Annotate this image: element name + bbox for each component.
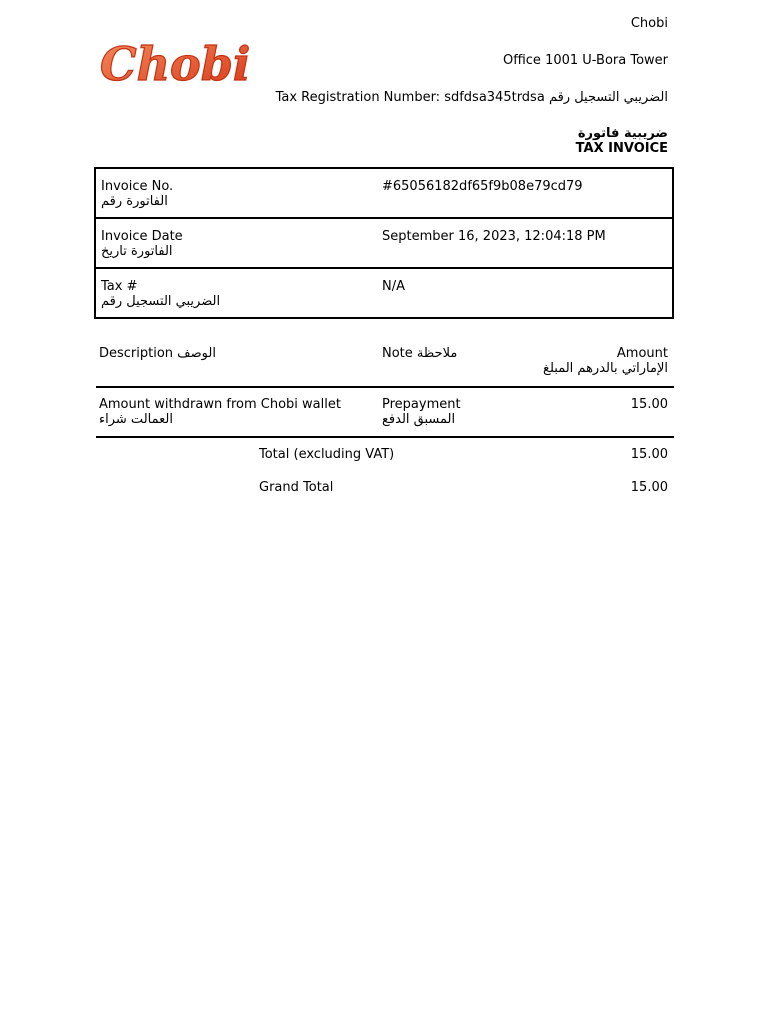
invoice-date-row — [96, 219, 672, 269]
header-divider — [96, 386, 674, 388]
invoice-date-label: Invoice Date الفاتورة تاريخ — [101, 229, 183, 259]
items-divider — [96, 436, 674, 438]
subtotal-row — [94, 447, 674, 465]
invoice-date-value: September 16, 2023, 12:04:18 PM — [382, 229, 606, 244]
subtotal-label: Total (excluding VAT) — [259, 447, 395, 462]
item-note: Prepayment المسبق الدفع — [382, 397, 461, 427]
company-logo — [98, 18, 251, 100]
invoice-info-table — [94, 167, 674, 319]
document-title — [576, 126, 668, 156]
amount-column-header: Amount الإماراتي بالدرهم المبلغ — [543, 346, 668, 376]
document-title-arabic: ضريبية فاتورة — [577, 126, 668, 141]
note-column-header: Note ملاحظة — [382, 346, 458, 361]
grand-total-value: 15.00 — [630, 480, 668, 495]
logo-wordmark: Chobi — [100, 37, 251, 91]
items-table-header — [94, 346, 674, 386]
item-description: Amount withdrawn from Chobi wallet العمالت شراء — [99, 397, 341, 427]
tax-number-value: N/A — [382, 279, 405, 294]
description-column-header: Description الوصف — [99, 346, 216, 361]
invoice-number-row — [96, 169, 672, 219]
invoice-number-label: Invoice No. الفاتورة رقم — [101, 179, 174, 209]
subtotal-value: 15.00 — [630, 447, 668, 462]
company-name: Chobi — [630, 16, 668, 31]
invoice-number-value: #65056182df65f9b08e79cd79 — [382, 179, 583, 194]
grand-total-label: Grand Total — [259, 480, 334, 495]
tax-number-label: Tax # الضريبي التسجيل رقم — [101, 279, 221, 309]
company-info — [276, 16, 668, 127]
item-amount: 15.00 — [630, 397, 668, 412]
tax-number-row — [96, 269, 672, 317]
document-title-english: TAX INVOICE — [575, 141, 668, 156]
company-address: Office 1001 U-Bora Tower — [502, 53, 668, 68]
table-row — [94, 397, 674, 433]
tax-registration-number: Tax Registration Number: sdfdsa345trdsa الضريبي التسجيل رقم — [275, 90, 668, 105]
grand-total-row — [94, 480, 674, 498]
